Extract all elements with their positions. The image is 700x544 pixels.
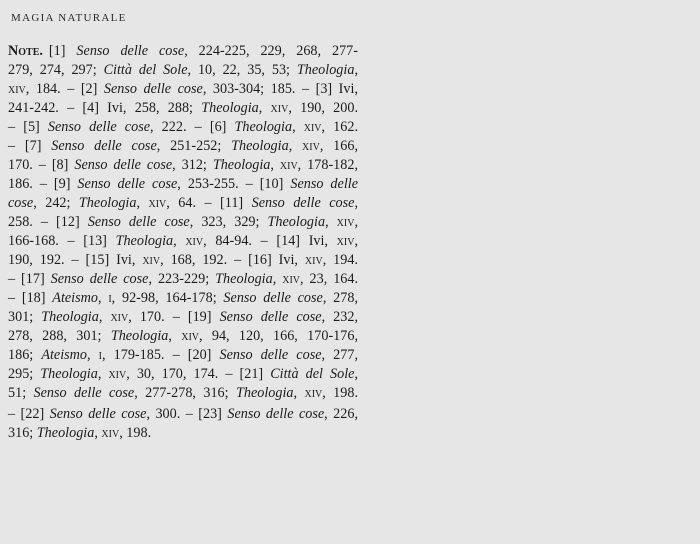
work-title: Senso delle cose [103, 81, 203, 97]
note-text: , 277-278, 316; [134, 385, 236, 401]
note-text: , 84-94. – [14] Ivi, [203, 233, 337, 249]
note-text: , 190, 200. [288, 100, 358, 116]
note-text: , 162. [321, 119, 359, 135]
volume-numeral: xiv [279, 157, 298, 173]
volume-numeral: xiv [110, 309, 129, 325]
note-text: , 253-255. – [10] [177, 176, 291, 192]
work-title: Senso delle cose [76, 43, 185, 59]
note-text: 301; [8, 309, 42, 325]
note-text: , 94, 120, 166, 170-176, [199, 328, 358, 344]
note-text: , [87, 347, 99, 363]
notes-label: Note. [8, 43, 43, 59]
note-text: , [354, 233, 358, 249]
work-title: Senso delle cose [87, 214, 190, 230]
note-text: , 222. – [6] [150, 119, 235, 135]
volume-numeral: xiv [304, 252, 323, 268]
work-title: Senso delle cose [50, 271, 149, 287]
note-text: , [258, 100, 271, 116]
note-text: , 64. – [11] [166, 195, 252, 211]
note-text: , 179-185. – [20] [102, 347, 220, 363]
note-text: , [293, 385, 305, 401]
note-text: – [17] [8, 271, 51, 287]
work-title: Città del Sole [103, 62, 188, 78]
work-title: Senso delle cose [33, 385, 135, 401]
note-text: 170. – [8] [8, 157, 75, 173]
volume-numeral: xiv [303, 119, 322, 135]
note-text: , [272, 271, 283, 287]
note-text: , [136, 195, 149, 211]
work-title: Theologia [110, 328, 169, 344]
volume-numeral: xiv [336, 233, 355, 249]
note-text: – [7] [8, 138, 52, 154]
note-text: 258. – [12] [8, 214, 88, 230]
note-text: , 198. [322, 385, 359, 401]
work-title: Theologia [296, 62, 355, 78]
note-text: , 223-229; [148, 271, 216, 287]
note-text: 186. – [9] [8, 176, 78, 192]
note-text: , 10, 22, 35, 53; [187, 62, 297, 78]
note-text: , 92-98, 164-178; [111, 290, 224, 306]
note-line [8, 99, 358, 118]
note-line [8, 289, 358, 308]
volume-numeral: xiv [108, 366, 127, 382]
note-line [8, 156, 358, 175]
note-line [8, 365, 358, 384]
work-title: Theologia [267, 214, 326, 230]
note-text: , 178-182, [297, 157, 359, 173]
note-text: 316; [8, 425, 37, 441]
note-line [8, 327, 358, 346]
note-line [8, 232, 358, 251]
note-text: , 23, 164. [300, 271, 359, 287]
running-head: MAGIA NATURALE [11, 12, 127, 24]
note-text: – [5] [8, 119, 48, 135]
note-text: , [98, 309, 111, 325]
work-title: Theologia [78, 195, 137, 211]
volume-numeral: xiv [302, 138, 320, 154]
work-title: Senso delle cose [77, 176, 178, 192]
note-text: 279, 274, 297; [8, 62, 104, 78]
note-text: , 232, [321, 309, 358, 325]
work-title: Theologia [212, 157, 271, 173]
note-line [8, 137, 358, 156]
note-text: , 194. [322, 252, 358, 268]
work-title: Senso delle cose [51, 138, 157, 154]
work-title: Senso delle cose [251, 195, 355, 211]
volume-numeral: xiv [101, 425, 120, 441]
note-text: , [97, 366, 109, 382]
work-title: Theologia [215, 271, 273, 287]
note-text: , 170. – [19] [128, 309, 220, 325]
work-title: Ateismo [52, 290, 98, 306]
note-line [8, 80, 358, 99]
note-text: – [18] [8, 290, 53, 306]
volume-numeral: xiv [282, 271, 300, 287]
note-text: 190, 192. – [15] Ivi, [8, 252, 143, 268]
note-line [8, 405, 358, 424]
note-line [8, 346, 358, 365]
note-text: , 226, [324, 406, 359, 422]
work-title: Ateismo [41, 347, 88, 363]
note-text: , 278, [322, 290, 359, 306]
note-line [8, 424, 358, 443]
work-title: Senso delle cose [49, 406, 147, 422]
volume-numeral: xiv [185, 233, 204, 249]
work-title: Theologia [201, 100, 259, 116]
work-title: Theologia [40, 366, 98, 382]
volume-numeral: i [98, 347, 103, 363]
note-text: , [173, 233, 186, 249]
note-text: , [354, 195, 358, 211]
volume-numeral: i [108, 290, 112, 306]
note-text: , 312; [172, 157, 213, 173]
note-line [8, 384, 358, 403]
note-text: 241-242. – [4] Ivi, 258, 288; [8, 100, 202, 116]
work-title: Theologia [231, 138, 289, 154]
work-title: Theologia [115, 233, 174, 249]
work-title: Senso delle cose [219, 347, 322, 363]
note-line [8, 118, 358, 137]
volume-numeral: xiv [304, 385, 323, 401]
work-title: Senso delle cose [219, 309, 322, 325]
work-title: Senso delle cose [47, 119, 151, 135]
note-text: , 303-304; 185. – [3] Ivi, [202, 81, 358, 97]
note-text: , [354, 62, 358, 78]
work-title: Theologia [41, 309, 99, 325]
work-title: Theologia [234, 119, 293, 135]
note-text: , 168, 192. – [16] Ivi, [160, 252, 305, 268]
note-text: , 30, 170, 174. – [21] [126, 366, 271, 382]
volume-numeral: xiv [336, 214, 355, 230]
note-text: , [98, 290, 109, 306]
note-text: , 242; [33, 195, 79, 211]
note-text: , [354, 214, 358, 230]
note-text: , 251-252; [156, 138, 232, 154]
note-line [8, 175, 358, 194]
note-line [8, 194, 358, 213]
note-text: , [354, 366, 358, 382]
note-text: , 300. – [23] [146, 406, 228, 422]
note-text: , [94, 425, 102, 441]
volume-numeral: xiv [142, 252, 161, 268]
note-text: , 323, 329; [189, 214, 268, 230]
note-line [8, 251, 358, 270]
note-text: , [325, 214, 337, 230]
note-text: , [292, 119, 304, 135]
note-line [8, 42, 358, 61]
note-line [8, 213, 358, 232]
work-title: Città del Sole [270, 366, 355, 382]
note-text: , 166, [319, 138, 359, 154]
note-line [8, 308, 358, 327]
note-text: , 184. – [2] [25, 81, 104, 97]
work-title: Senso delle cose [223, 290, 323, 306]
note-text: , 198. [119, 425, 152, 441]
note-text: 166-168. – [13] [8, 233, 116, 249]
note-text: , 277, [321, 347, 358, 363]
note-line [8, 270, 358, 289]
note-text: 278, 288, 301; [8, 328, 111, 344]
work-title: cose [8, 195, 34, 211]
note-text: – [22] [8, 406, 50, 422]
work-title: Senso delle [290, 176, 358, 192]
note-text: 295; [8, 366, 41, 382]
note-line [8, 61, 358, 80]
note-text: , 224-225, 229, 268, 277- [184, 43, 358, 59]
volume-numeral: xiv [181, 328, 199, 344]
note-text: 186; [8, 347, 42, 363]
notes-section [8, 42, 358, 443]
volume-numeral: xiv [148, 195, 167, 211]
work-title: Senso delle cose [227, 406, 325, 422]
note-text: , [270, 157, 280, 173]
note-text: 51; [8, 385, 34, 401]
work-title: Theologia [36, 425, 95, 441]
work-title: Senso delle cose [74, 157, 173, 173]
work-title: Theologia [235, 385, 294, 401]
note-text: , [168, 328, 182, 344]
volume-numeral: xiv [8, 81, 26, 97]
volume-numeral: xiv [270, 100, 289, 116]
note-text: , [288, 138, 303, 154]
note-text: [1] [48, 43, 77, 59]
